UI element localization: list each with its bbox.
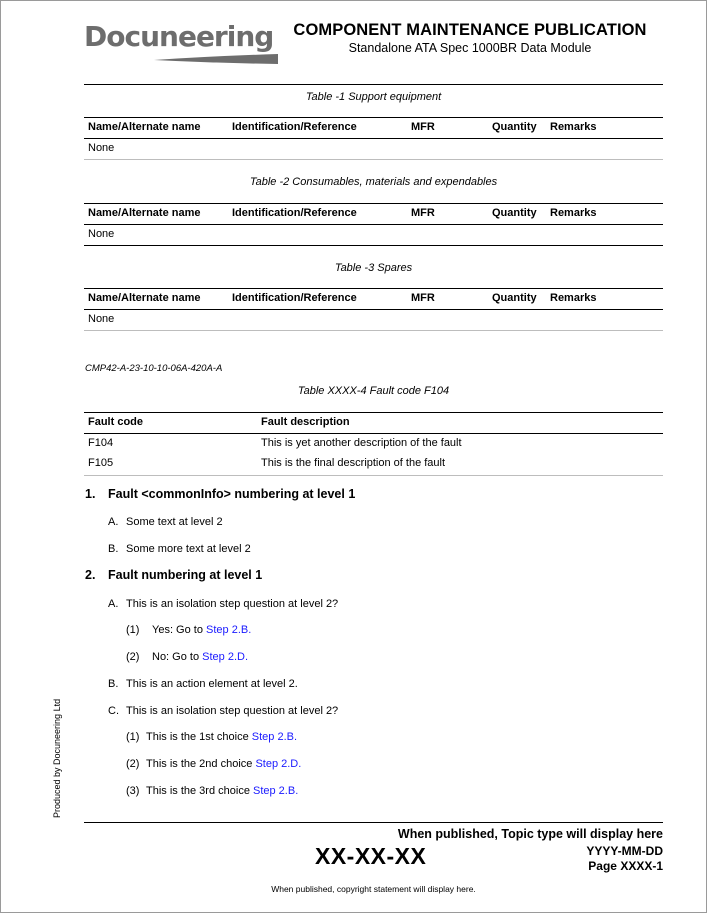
- table-cell: None: [88, 313, 115, 325]
- list-item: (1) Yes: Go to Step 2.B.: [126, 624, 252, 636]
- section-heading: 1. Fault <commonInfo> numbering at level 1: [85, 487, 356, 501]
- list-item: (2) No: Go to Step 2.D.: [126, 651, 248, 663]
- header-rule: [84, 84, 663, 85]
- fault-description-cell: This is the final description of the fault: [261, 457, 446, 469]
- table-header-rule: [84, 138, 663, 139]
- footer-rule: [84, 822, 663, 823]
- table-caption: Table -2 Consumables, materials and expendables: [249, 176, 498, 188]
- section-heading: 2. Fault numbering at level 1: [85, 568, 263, 582]
- column-header: Identification/Reference: [232, 292, 357, 304]
- table-top-rule: [84, 117, 663, 118]
- table-bottom-rule: [84, 330, 663, 331]
- column-header: Remarks: [550, 121, 597, 133]
- list-item: A. This is an isolation step question at level 2?: [108, 598, 339, 610]
- column-header: Quantity: [492, 121, 537, 133]
- fault-table-bottom-rule: [84, 475, 663, 476]
- column-header: Remarks: [550, 292, 597, 304]
- step-link[interactable]: Step 2.D.: [255, 758, 302, 770]
- table-caption: Table -3 Spares: [334, 262, 413, 274]
- docuneering-logo: [84, 20, 279, 66]
- fault-description-header: Fault description: [261, 416, 350, 428]
- column-header: MFR: [411, 292, 435, 304]
- fault-description-cell: This is yet another description of the fault: [261, 437, 462, 449]
- list-item: (2) This is the 2nd choice Step 2.D.: [126, 758, 302, 770]
- table-cell: None: [88, 228, 115, 240]
- publication-subtitle: Standalone ATA Spec 1000BR Data Module: [348, 41, 592, 55]
- fault-code-cell: F105: [88, 457, 114, 469]
- publication-title: COMPONENT MAINTENANCE PUBLICATION: [293, 21, 647, 39]
- footer-date: YYYY-MM-DD: [586, 844, 663, 858]
- table-header-rule: [84, 224, 663, 225]
- list-item: B. This is an action element at level 2.: [108, 678, 298, 690]
- column-header: MFR: [411, 207, 435, 219]
- logo-text: Docuneering: [84, 20, 274, 53]
- column-header: Identification/Reference: [232, 207, 357, 219]
- step-link[interactable]: Step 2.D.: [202, 651, 248, 663]
- step-link[interactable]: Step 2.B.: [253, 785, 299, 797]
- table-header-rule: [84, 309, 663, 310]
- footer-topic-type: When published, Topic type will display here: [397, 827, 663, 841]
- column-header: Remarks: [550, 207, 597, 219]
- fault-table-header-rule: [84, 433, 663, 434]
- list-item: C. This is an isolation step question at level 2?: [108, 705, 339, 717]
- fault-code-header: Fault code: [88, 416, 144, 428]
- list-item: (1) This is the 1st choice Step 2.B.: [126, 731, 298, 743]
- footer-chapter-code: XX-XX-XX: [315, 843, 427, 869]
- footer-page-number: Page XXXX-1: [588, 859, 663, 873]
- column-header: MFR: [411, 121, 435, 133]
- step-link[interactable]: Step 2.B.: [251, 731, 298, 743]
- column-header: Identification/Reference: [232, 121, 357, 133]
- data-module-code: CMP42-A-23-10-10-06A-420A-A: [85, 363, 223, 374]
- column-header: Quantity: [492, 292, 537, 304]
- table-top-rule: [84, 203, 663, 204]
- list-item: A. Some text at level 2: [108, 516, 223, 528]
- list-item: B. Some more text at level 2: [108, 543, 251, 555]
- footer-copyright: When published, copyright statement will display here.: [271, 884, 476, 894]
- table-caption: Table -1 Support equipment: [305, 91, 442, 103]
- column-header: Quantity: [492, 207, 537, 219]
- step-link[interactable]: Step 2.B.: [206, 624, 252, 636]
- producer-note: Produced by Docuneering Ltd: [52, 698, 62, 818]
- list-item: (3) This is the 3rd choice Step 2.B.: [126, 785, 299, 797]
- table-bottom-rule: [84, 245, 663, 246]
- column-header: Name/Alternate name: [88, 207, 201, 219]
- fault-table-top-rule: [84, 412, 663, 413]
- table-cell: None: [88, 142, 115, 154]
- column-header: Name/Alternate name: [88, 121, 201, 133]
- fault-code-cell: F104: [88, 437, 114, 449]
- logo-swoosh-icon: [154, 54, 279, 66]
- table-top-rule: [84, 288, 663, 289]
- table-bottom-rule: [84, 159, 663, 160]
- fault-table-caption: Table XXXX-4 Fault code F104: [297, 385, 450, 397]
- column-header: Name/Alternate name: [88, 292, 201, 304]
